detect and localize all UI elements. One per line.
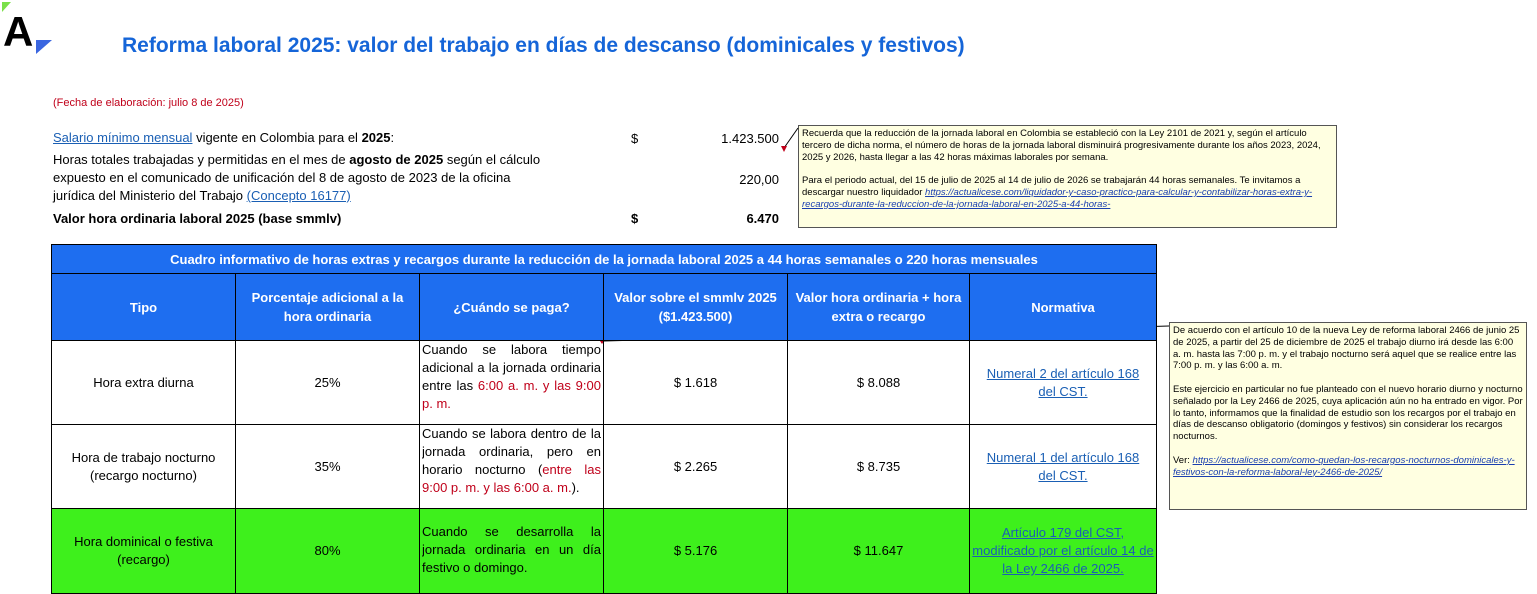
row-valor-total: $ 8.735 (788, 425, 970, 509)
row-when-hours: entre las 9:00 p. m. y las 6:00 a. m. (422, 462, 601, 495)
row-pct: 80% (236, 509, 420, 594)
hours-value: 220,00 (739, 172, 779, 187)
date-note: (Fecha de elaboración: julio 8 de 2025) (53, 97, 244, 109)
row-valor-total: $ 11.647 (788, 509, 970, 594)
hours-text-line2: expuesto en el comunicado de unificación del 8 de agosto de 2023 de la oficina (53, 170, 511, 185)
page-title: Reforma laboral 2025: valor del trabajo en días de descanso (dominicales y festivos) (122, 34, 965, 57)
salary-text: vigente en Colombia para el (192, 130, 362, 145)
comment1-link[interactable]: https://actualicese.com/liquidador-y-caso-practico-para-calcular-y-contabilizar-horas-extra-y-recargos-durante-la-reduccion-de-la-jornada-laboral-en-2025-a-44-horas- (802, 186, 1313, 210)
comment1-p2: Para el periodo actual, del 15 de julio de 2025 al 14 de julio de 2026 se trabajarán 44 horas semanales. Te invitamos a descargar nuestro liquidador (802, 175, 1301, 198)
comment2-ver: Ver: (1173, 454, 1193, 466)
hours-text-a: Horas totales trabajadas y permitidas en el mes de (53, 152, 350, 167)
row-when (420, 425, 604, 509)
row-valor-smmlv: $ 1.618 (604, 341, 788, 425)
row-when-text: Cuando se desarrolla la jornada ordinaria en un día festivo o domingo. (422, 524, 601, 575)
row-when-text: Cuando se labora dentro de la jornada ordinaria, pero en horario nocturno ( (422, 426, 601, 477)
row-valor-total: $ 8.088 (788, 341, 970, 425)
header-cuando: ¿Cuándo se paga? (420, 274, 604, 341)
table-banner: Cuadro informativo de horas extras y recargos durante la reducción de la jornada laboral 2025 a 44 horas semanales o 220 horas mensuales (52, 245, 1157, 274)
header-valor-total: Valor hora ordinaria + hora extra o recargo (788, 274, 970, 341)
row-when-tail: ). (571, 480, 580, 495)
row-when-text: Cuando se labora tiempo adicional a la jornada ordinaria entre las (422, 342, 601, 393)
row-when (420, 509, 604, 594)
row-norma (970, 425, 1157, 509)
comment2-p2: Este ejercicio en particular no fue planteado con el nuevo horario diurno y nocturno señalado por la Ley 2466 de 2025, cuya aplicación aún no ha entrado en vigor. Por lo tanto, informamos que la finalidad de estudio son los recargos por el trabajo en días de descanso obligatorio (domingos y festivos) sin considerar los recargos nocturnos. (1173, 383, 1523, 443)
hourly-label: Valor hora ordinaria laboral 2025 (base smmlv) (53, 211, 342, 226)
concepto-link[interactable]: (Concepto 16177) (246, 188, 351, 203)
table-row (52, 509, 1157, 594)
header-normativa: Normativa (970, 274, 1157, 341)
row-valor-smmlv: $ 2.265 (604, 425, 788, 509)
row-tipo: Hora de trabajo nocturno (recargo nocturno) (52, 425, 236, 509)
overtime-table (51, 244, 1157, 594)
row-when-hours: 6:00 a. m. y las 9:00 p. m. (422, 378, 601, 411)
norma-link[interactable]: Artículo 179 del CST, modificado por el artículo 14 de la Ley 2466 de 2025. (972, 525, 1154, 576)
row-pct: 25% (236, 341, 420, 425)
salary-value: 1.423.500 (721, 131, 779, 146)
row-pct: 35% (236, 425, 420, 509)
comment2-p1: De acuerdo con el artículo 10 de la nueva Ley de reforma laboral 2466 de junio 25 de 2025, a partir del 25 de diciembre de 2025 el trabajo diurno irá desde las 6:00 a. m. hasta las 7:00 p. m. y el trabajo nocturno será aquel que se realice entre las 7:00 p. m. y las 6:00 a. m. (1173, 325, 1520, 372)
comment1-p1: Recuerda que la reducción de la jornada laboral en Colombia se estableció con la Ley 2101 de 2021 y, según el artículo tercero de dicha norma, el número de horas de la jornada laboral disminuirá progresivamente durante los años 2023, 2024, 2025 y 2026, hasta llegar a las 42 horas máximas laborales por semana. (802, 128, 1321, 163)
header-porcentaje: Porcentaje adicional a la hora ordinaria (236, 274, 420, 341)
row-norma (970, 509, 1157, 594)
hours-month: agosto de 2025 (349, 152, 444, 167)
row-tipo: Hora dominical o festiva (recargo) (52, 509, 236, 594)
row-tipo: Hora extra diurna (52, 341, 236, 425)
hourly-currency: $ (631, 211, 639, 226)
salary-colon: : (390, 130, 395, 145)
salary-link[interactable]: Salario mínimo mensual (53, 130, 193, 145)
hours-text-c: según el cálculo (443, 152, 541, 167)
table-row (52, 425, 1157, 509)
norma-link[interactable]: Numeral 1 del artículo 168 del CST. (986, 449, 1140, 483)
hours-text-line3: jurídica del Ministerio del Trabajo (53, 188, 247, 203)
header-tipo: Tipo (52, 274, 236, 341)
table-row (52, 341, 1157, 425)
logo-letter: A (3, 8, 34, 54)
hourly-value: 6.470 (746, 211, 779, 226)
row-norma (970, 341, 1157, 425)
header-valor-smmlv: Valor sobre el smmlv 2025 ($1.423.500) (604, 274, 788, 341)
norma-link[interactable]: Numeral 2 del artículo 168 del CST. (986, 365, 1140, 399)
row-valor-smmlv: $ 5.176 (604, 509, 788, 594)
salary-year: 2025 (361, 130, 391, 145)
salary-currency: $ (631, 131, 639, 146)
comment2-link[interactable]: https://actualicese.com/como-quedan-los-recargos-nocturnos-dominicales-y-festivos-con-la-reforma-laboral-ley-2466-de-2025/ (1173, 454, 1515, 478)
row-when (420, 341, 604, 425)
